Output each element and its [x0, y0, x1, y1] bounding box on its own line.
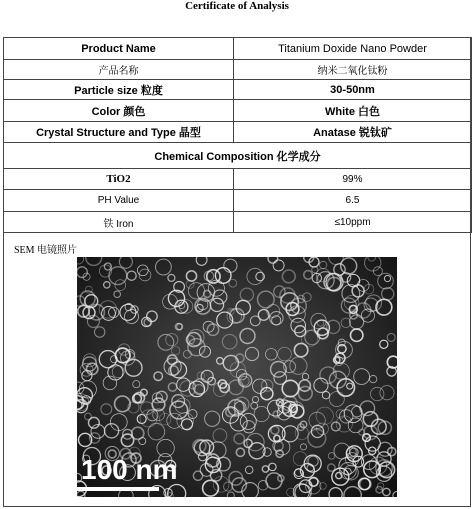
table-row	[4, 169, 472, 190]
tio2-label: TiO2	[4, 169, 234, 190]
table-row	[4, 143, 472, 169]
coa-table	[3, 37, 472, 233]
table-row	[4, 60, 472, 80]
table-row	[4, 80, 472, 100]
product-name-value-zh: 纳米二氧化钛粉	[234, 60, 472, 80]
color-label: Color 颜色	[4, 100, 234, 122]
document-title: Certificate of Analysis	[185, 0, 289, 12]
scale-bar	[77, 487, 159, 491]
table-row	[4, 38, 472, 60]
table-row	[4, 100, 472, 122]
crystal-structure-value: Anatase 锐钛矿	[234, 122, 472, 143]
scale-bar-label: 100 nm	[81, 454, 178, 485]
color-value: White 白色	[234, 100, 472, 122]
product-name-label-zh: 产品名称	[4, 60, 234, 80]
table-row	[4, 212, 472, 233]
ph-value-value: 6.5	[234, 190, 472, 212]
iron-label: 铁 Iron	[4, 212, 234, 233]
sem-image	[77, 257, 397, 497]
chemical-composition-header: Chemical Composition 化学成分	[4, 143, 472, 169]
particle-size-value: 30-50nm	[234, 80, 472, 100]
table-row	[4, 190, 472, 212]
ph-value-label: PH Value	[4, 190, 234, 212]
product-name-label: Product Name	[4, 38, 234, 60]
iron-value: ≤10ppm	[234, 212, 472, 233]
table-row	[4, 122, 472, 143]
sem-label: SEM 电镜照片	[14, 245, 78, 256]
tio2-value: 99%	[234, 169, 472, 190]
crystal-structure-label: Crystal Structure and Type 晶型	[4, 122, 234, 143]
product-name-value: Titanium Doxide Nano Powder	[234, 38, 472, 60]
particle-size-label: Particle size 粒度	[4, 80, 234, 100]
